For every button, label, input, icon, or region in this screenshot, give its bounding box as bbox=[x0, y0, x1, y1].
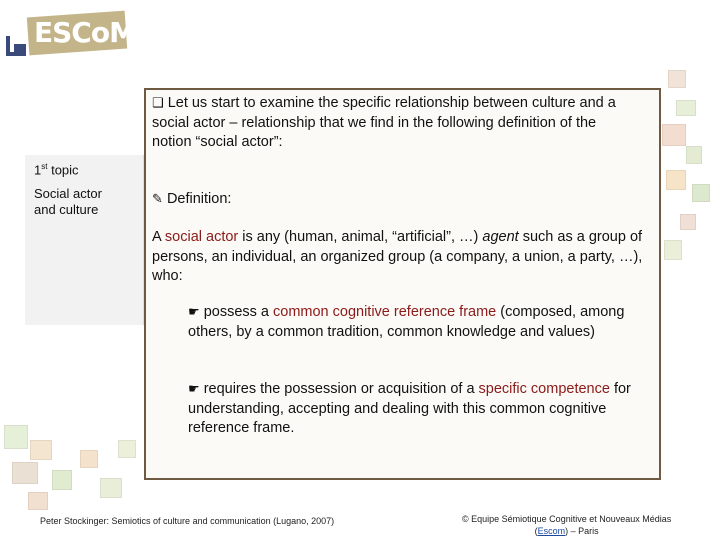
footer-copyright-line1: © Equipe Sémiotique Cognitive et Nouveaux Médias bbox=[462, 514, 672, 524]
footer-copyright-line2 bbox=[462, 525, 671, 537]
point-1 bbox=[188, 303, 656, 342]
intro-text: Let us start to examine the specific relationship between culture and a social actor – relationship that we find in the following definition of the notion “social actor”: bbox=[152, 95, 616, 150]
logo-mark-icon bbox=[6, 36, 28, 58]
topic-num: 1 bbox=[34, 162, 42, 178]
point-2-text-1: requires the possession or acquisition of a bbox=[203, 381, 479, 397]
sidebar-panel bbox=[25, 155, 144, 325]
topic-sup: st bbox=[41, 162, 48, 171]
point-2-highlight: specific competence bbox=[478, 381, 610, 397]
topic-label: topic bbox=[51, 162, 79, 178]
pointing-hand-icon: ☛ bbox=[188, 382, 200, 397]
logo-text: ESCoM bbox=[34, 16, 136, 49]
topic-number bbox=[34, 162, 79, 177]
topic-title bbox=[34, 186, 134, 218]
definition-text-3: such as a group of persons, an individual, an organized group (a company, a union, a party, …), who: bbox=[152, 229, 643, 284]
pointing-hand-icon: ☛ bbox=[188, 305, 200, 320]
notepad-icon: ✎ bbox=[152, 192, 163, 207]
topic-title-line2: and culture bbox=[34, 202, 99, 217]
agent-term: agent bbox=[482, 229, 519, 245]
footer-paren-close: ) – Paris bbox=[565, 526, 599, 536]
footer-paren-open: ( bbox=[534, 526, 538, 536]
escom-logo bbox=[6, 6, 136, 66]
footer-copyright bbox=[462, 513, 671, 537]
escom-link[interactable]: Escom bbox=[537, 526, 566, 536]
definition-text-2: is any (human, animal, “artificial”, …) bbox=[238, 229, 483, 245]
social-actor-term: social actor bbox=[164, 229, 239, 245]
footer-citation: Peter Stockinger: Semiotics of culture and communication (Lugano, 2007) bbox=[40, 516, 335, 526]
point-2 bbox=[188, 380, 656, 439]
point-1-text-2: (composed, among others, by a common tradition, common knowledge and values) bbox=[188, 304, 625, 340]
checkbox-bullet-icon: ❑ bbox=[152, 96, 164, 111]
definition-label: Definition: bbox=[166, 191, 232, 207]
point-2-text-2: for understanding, accepting and dealing with this common cognitive reference frame. bbox=[188, 381, 631, 436]
point-1-highlight: common cognitive reference frame bbox=[273, 304, 497, 320]
topic-title-line1: Social actor bbox=[34, 186, 102, 201]
definition-text-1: A bbox=[152, 229, 165, 245]
definition-heading bbox=[152, 190, 231, 210]
intro-paragraph bbox=[152, 94, 632, 153]
point-1-text-1: possess a bbox=[203, 304, 274, 320]
definition-paragraph bbox=[152, 228, 647, 287]
